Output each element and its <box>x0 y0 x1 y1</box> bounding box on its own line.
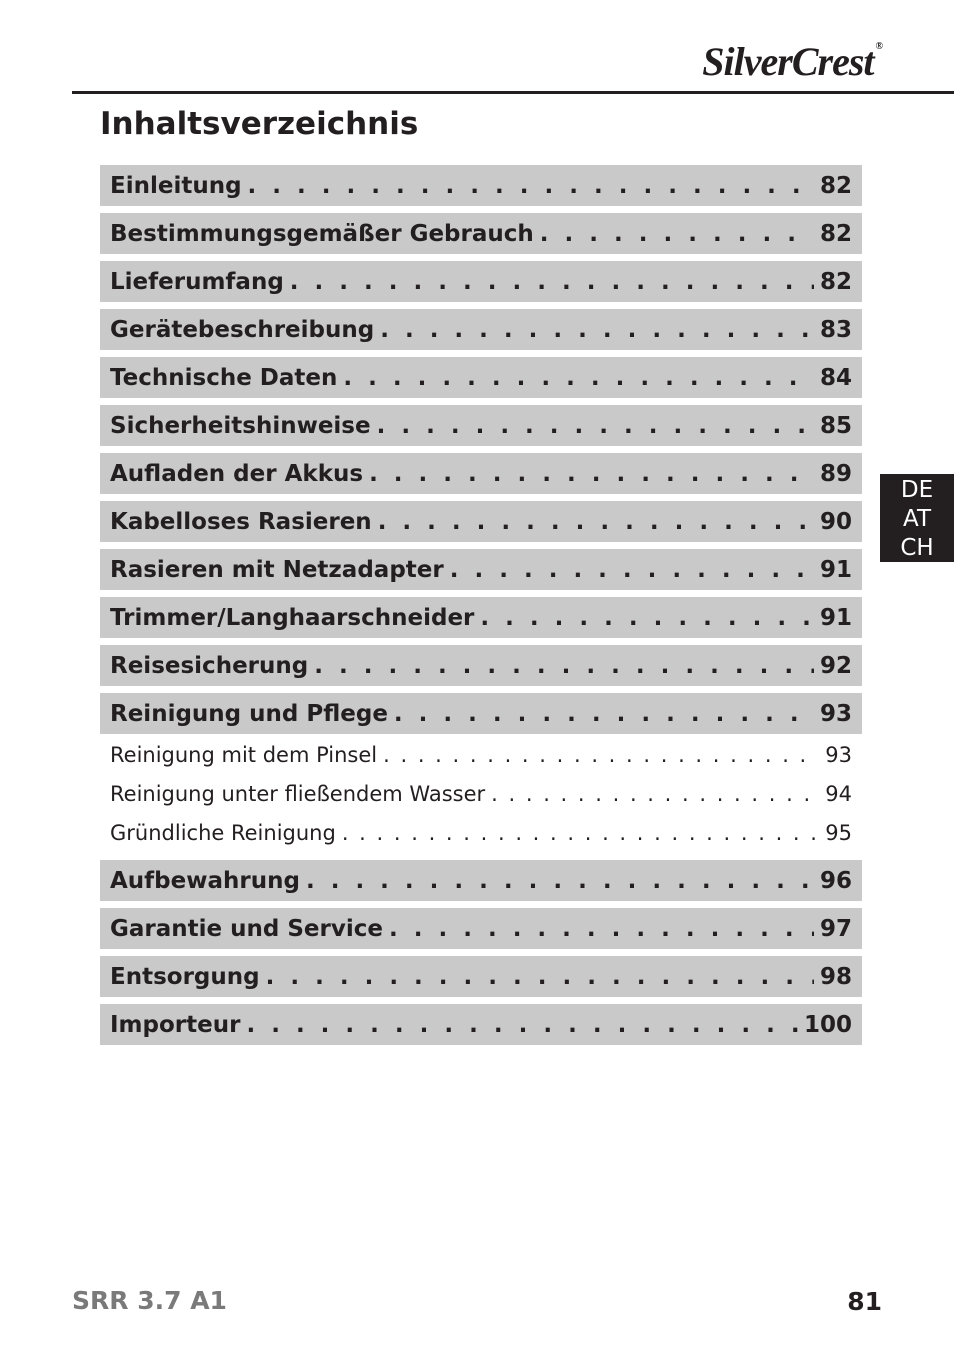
toc-subentry-label: Reinigung mit dem Pinsel <box>110 742 378 767</box>
dot-leader <box>290 269 814 295</box>
toc-entry-garantie-und-service[interactable] <box>100 908 862 949</box>
header-rule <box>72 91 954 94</box>
toc-entry-rasieren-mit-netzadapter[interactable] <box>100 549 862 590</box>
toc-entry-einleitung[interactable] <box>100 165 862 206</box>
toc-entry-page: 100 <box>803 1011 852 1038</box>
dot-leader <box>394 701 814 727</box>
dot-leader <box>343 365 814 391</box>
toc-entry-label: Importeur <box>110 1011 241 1038</box>
toc-entry-label: Technische Daten <box>110 364 338 391</box>
toc-entry-label: Trimmer/Langhaarschneider <box>110 604 475 631</box>
toc-entry-page: 97 <box>819 915 852 942</box>
toc-entry-sicherheitshinweise[interactable] <box>100 405 862 446</box>
dot-leader <box>540 221 814 247</box>
toc-entry-label: Aufladen der Akkus <box>110 460 364 487</box>
dot-leader <box>380 317 814 343</box>
toc-entry-geraetebeschreibung[interactable] <box>100 309 862 350</box>
dot-leader <box>314 653 814 679</box>
toc-subentry-label: Gründliche Reinigung <box>110 820 336 845</box>
toc-entry-aufbewahrung[interactable] <box>100 860 862 901</box>
toc-entry-page: 82 <box>819 220 852 247</box>
toc-entry-page: 83 <box>819 316 852 343</box>
toc-entry-technische-daten[interactable] <box>100 357 862 398</box>
dot-leader <box>369 461 814 487</box>
dot-leader <box>491 782 819 806</box>
language-de: DE <box>900 477 934 503</box>
toc-entry-label: Aufbewahrung <box>110 867 300 894</box>
dot-leader <box>266 964 814 990</box>
brand-logo <box>702 39 882 84</box>
toc-entry-label: Entsorgung <box>110 963 260 990</box>
toc-entry-reisesicherung[interactable] <box>100 645 862 686</box>
toc-subentry-page: 93 <box>825 742 852 767</box>
toc-entry-page: 84 <box>819 364 852 391</box>
language-ch: CH <box>900 535 934 561</box>
toc-entry-label: Garantie und Service <box>110 915 383 942</box>
toc-entry-page: 90 <box>819 508 852 535</box>
toc-entry-label: Einleitung <box>110 172 242 199</box>
toc-subentry-label: Reinigung unter fließendem Wasser <box>110 781 486 806</box>
toc-entry-page: 98 <box>819 963 852 990</box>
toc-entry-trimmer-langhaarschneider[interactable] <box>100 597 862 638</box>
toc-entry-page: 93 <box>819 700 852 727</box>
toc-subentry-reinigung-unter-fliessendem-wasser[interactable] <box>100 774 862 813</box>
toc-entry-page: 82 <box>819 268 852 295</box>
toc-entry-label: Bestimmungsgemäßer Gebrauch <box>110 220 534 247</box>
dot-leader <box>246 1012 798 1038</box>
toc-entry-label: Gerätebeschreibung <box>110 316 375 343</box>
language-at: AT <box>903 506 931 532</box>
dot-leader <box>480 605 814 631</box>
toc-entry-page: 96 <box>819 867 852 894</box>
toc-entry-reinigung-und-pflege[interactable] <box>100 693 862 734</box>
toc-entry-page: 89 <box>819 460 852 487</box>
toc-subentries <box>100 735 862 852</box>
toc-entry-label: Rasieren mit Netzadapter <box>110 556 444 583</box>
toc-subentry-page: 94 <box>825 781 852 806</box>
toc-entry-bestimmungsgemaesser-gebrauch[interactable] <box>100 213 862 254</box>
toc-entry-page: 91 <box>819 604 852 631</box>
dot-leader <box>389 916 814 942</box>
dot-leader <box>377 413 814 439</box>
dot-leader <box>306 868 814 894</box>
toc-subentry-reinigung-mit-dem-pinsel[interactable] <box>100 735 862 774</box>
language-tab <box>880 474 954 562</box>
dot-leader <box>383 743 819 767</box>
page-title: Inhaltsverzeichnis <box>100 106 419 142</box>
toc-entry-page: 92 <box>819 652 852 679</box>
toc-subentry-gruendliche-reinigung[interactable] <box>100 813 862 852</box>
toc-entry-kabelloses-rasieren[interactable] <box>100 501 862 542</box>
toc-entry-label: Lieferumfang <box>110 268 284 295</box>
dot-leader <box>378 509 814 535</box>
brand-name: SilverCrest <box>702 39 874 84</box>
dot-leader <box>342 821 819 845</box>
toc-entry-aufladen-der-akkus[interactable] <box>100 453 862 494</box>
toc-entry-label: Kabelloses Rasieren <box>110 508 372 535</box>
toc-entry-entsorgung[interactable] <box>100 956 862 997</box>
toc-entry-lieferumfang[interactable] <box>100 261 862 302</box>
toc-entry-page: 82 <box>819 172 852 199</box>
footer-model-number: SRR 3.7 A1 <box>72 1286 227 1315</box>
toc-entry-page: 85 <box>819 412 852 439</box>
toc-entry-label: Reisesicherung <box>110 652 309 679</box>
dot-leader <box>450 557 814 583</box>
toc-entry-label: Reinigung und Pflege <box>110 700 388 727</box>
footer-page-number: 81 <box>847 1287 882 1316</box>
table-of-contents <box>100 165 862 1052</box>
toc-entry-label: Sicherheitshinweise <box>110 412 371 439</box>
toc-entry-page: 91 <box>819 556 852 583</box>
registered-mark: ® <box>875 41 882 52</box>
dot-leader <box>248 173 814 199</box>
toc-entry-importeur[interactable] <box>100 1004 862 1045</box>
toc-subentry-page: 95 <box>825 820 852 845</box>
